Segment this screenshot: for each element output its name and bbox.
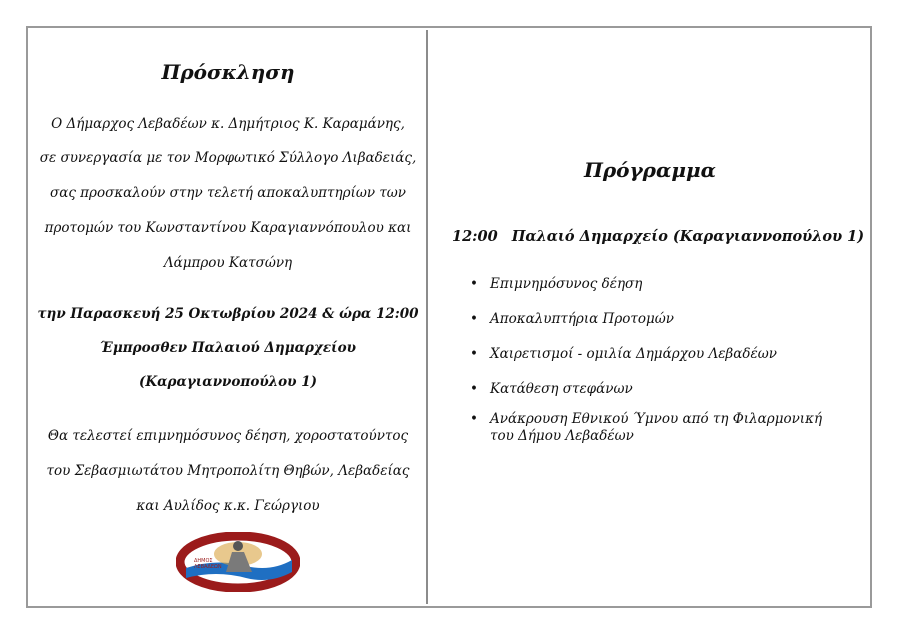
program-item-label: Κατάθεση στεφάνων — [490, 381, 633, 397]
bullet-icon: • — [470, 346, 478, 362]
closing-line: του Σεβασμιωτάτου Μητροπολίτη Θηβών, Λεβαδείας — [46, 463, 410, 479]
closing-line: Θα τελεστεί επιμνημόσυνος δέηση, χοροστατούντος — [47, 428, 409, 444]
invitation-column — [30, 30, 426, 604]
program-item-label: Χαιρετισμοί - ομιλία Δημάρχου Λεβαδέων — [490, 346, 777, 362]
closing-line: και Αυλίδος κ.κ. Γεώργιου — [136, 498, 320, 514]
program-item-label: Αποκαλυπτήρια Προτομών — [490, 311, 674, 327]
program-time-location — [452, 228, 864, 245]
column-divider — [426, 30, 428, 604]
bullet-icon: • — [470, 411, 478, 427]
event-date-line: την Παρασκευή 25 Οκτωβρίου 2024 & ώρα 12:00 — [37, 306, 419, 322]
bullet-icon: • — [470, 311, 478, 327]
invitation-body-line: Λάμπρου Κατσώνη — [163, 255, 293, 271]
bullet-icon: • — [470, 276, 478, 292]
logo-text-2: ΛΕΒΑΔΕΩΝ — [194, 564, 222, 570]
program-item-label: Επιμνημόσυνος δέηση — [490, 276, 643, 292]
program-title: Πρόγραμμα — [583, 158, 717, 182]
invitation-body-line: Ο Δήμαρχος Λεβαδέων κ. Δημήτριος Κ. Καραμάνης, — [51, 116, 405, 132]
program-item — [470, 381, 870, 411]
program-item — [470, 276, 870, 311]
event-address-line: (Καραγιαννοπούλου 1) — [138, 374, 318, 390]
event-place-line: Έμπροσθεν Παλαιού Δημαρχείου — [100, 340, 356, 356]
logo-figure-head — [233, 541, 243, 551]
invitation-body-line: προτομών του Κωνσταντίνου Καραγιαννόπουλου και — [44, 220, 412, 236]
bullet-icon: • — [470, 381, 478, 397]
program-column — [430, 30, 870, 604]
invitation-title: Πρόσκληση — [161, 60, 295, 84]
logo-text-1: ΔΗΜΟΣ — [194, 558, 213, 564]
program-item-label: Ανάκρουση Εθνικού Ύμνου από τη Φιλαρμονική του Δήμου Λεβαδέων — [490, 411, 823, 444]
program-item — [470, 411, 850, 445]
program-item — [470, 311, 870, 346]
program-time: 12:00 — [452, 228, 498, 245]
invitation-body-line: σας προσκαλούν στην τελετή αποκαλυπτηρίων των — [49, 185, 407, 201]
program-item — [470, 346, 870, 381]
invitation-body-line: σε συνεργασία με τον Μορφωτικό Σύλλογο Λιβαδειάς, — [39, 150, 417, 166]
municipality-logo-icon — [176, 532, 300, 592]
program-location: Παλαιό Δημαρχείο (Καραγιαννοπούλου 1) — [511, 228, 865, 245]
program-list — [470, 276, 870, 445]
